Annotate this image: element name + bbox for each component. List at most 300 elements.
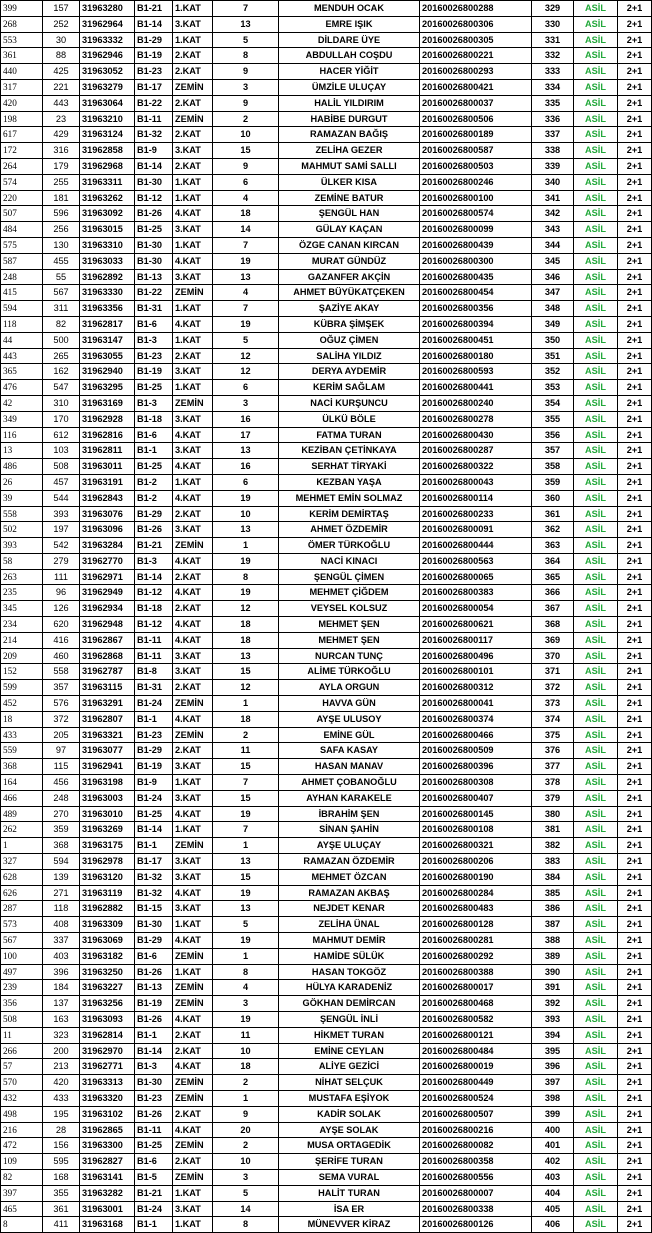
block-cell: B1-29	[135, 506, 173, 522]
reference-number-cell: 20160026800374	[420, 711, 532, 727]
reference-number-cell: 20160026800117	[420, 632, 532, 648]
full-name-cell: EMRE IŞIK	[279, 16, 420, 32]
unit-number-cell: 10	[213, 506, 279, 522]
unit-number-cell: 1	[213, 696, 279, 712]
room-type-cell: 2+1	[618, 380, 652, 396]
status-cell: ASİL	[574, 933, 618, 949]
unit-number-cell: 18	[213, 632, 279, 648]
floor-cell: 3.KAT	[173, 901, 213, 917]
application-number-cell: 31963015	[80, 222, 135, 238]
full-name-cell: SEMA VURAL	[279, 1169, 420, 1185]
unit-number-cell: 5	[213, 1185, 279, 1201]
reference-number-cell: 20160026800308	[420, 775, 532, 791]
unit-number-cell: 10	[213, 1043, 279, 1059]
reference-number-cell: 20160026800017	[420, 980, 532, 996]
room-type-cell: 2+1	[618, 933, 652, 949]
application-number-cell: 31963256	[80, 996, 135, 1012]
table-row	[1, 933, 652, 949]
unit-number-cell: 18	[213, 1059, 279, 1075]
block-cell: B1-11	[135, 632, 173, 648]
full-name-cell: ALİYE GEZİCİ	[279, 1059, 420, 1075]
row-number-cell: 13	[1, 443, 43, 459]
reference-number-cell: 20160026800284	[420, 885, 532, 901]
draw-order-cell: 385	[532, 885, 574, 901]
room-type-cell: 2+1	[618, 206, 652, 222]
full-name-cell: SERHAT TİRYAKİ	[279, 459, 420, 475]
block-cell: B1-31	[135, 301, 173, 317]
row-number-cell: 39	[1, 490, 43, 506]
block-cell: B1-11	[135, 111, 173, 127]
block-cell: B1-17	[135, 854, 173, 870]
sequence-number-cell: 576	[43, 696, 80, 712]
reference-number-cell: 20160026800054	[420, 601, 532, 617]
full-name-cell: ÖZGE CANAN KIRCAN	[279, 237, 420, 253]
floor-cell: 1.KAT	[173, 237, 213, 253]
application-number-cell: 31963077	[80, 743, 135, 759]
draw-order-cell: 368	[532, 617, 574, 633]
room-type-cell: 2+1	[618, 1, 652, 17]
reference-number-cell: 20160026800421	[420, 79, 532, 95]
application-number-cell: 31963003	[80, 790, 135, 806]
unit-number-cell: 19	[213, 253, 279, 269]
floor-cell: 3.KAT	[173, 222, 213, 238]
application-number-cell: 31963310	[80, 237, 135, 253]
draw-order-cell: 375	[532, 727, 574, 743]
floor-cell: ZEMİN	[173, 727, 213, 743]
room-type-cell: 2+1	[618, 822, 652, 838]
draw-order-cell: 336	[532, 111, 574, 127]
draw-order-cell: 382	[532, 838, 574, 854]
room-type-cell: 2+1	[618, 553, 652, 569]
reference-number-cell: 20160026800441	[420, 380, 532, 396]
sequence-number-cell: 130	[43, 237, 80, 253]
floor-cell: 1.KAT	[173, 775, 213, 791]
draw-order-cell: 353	[532, 380, 574, 396]
row-number-cell: 432	[1, 1090, 43, 1106]
unit-number-cell: 7	[213, 822, 279, 838]
sequence-number-cell: 508	[43, 459, 80, 475]
reference-number-cell: 20160026800322	[420, 459, 532, 475]
room-type-cell: 2+1	[618, 395, 652, 411]
application-number-cell: 31962868	[80, 648, 135, 664]
draw-order-cell: 332	[532, 48, 574, 64]
sequence-number-cell: 156	[43, 1138, 80, 1154]
application-number-cell: 31962811	[80, 443, 135, 459]
sequence-number-cell: 205	[43, 727, 80, 743]
unit-number-cell: 11	[213, 743, 279, 759]
table-row	[1, 269, 652, 285]
draw-order-cell: 342	[532, 206, 574, 222]
full-name-cell: FATMA TURAN	[279, 427, 420, 443]
application-number-cell: 31962892	[80, 269, 135, 285]
block-cell: B1-9	[135, 775, 173, 791]
row-number-cell: 466	[1, 790, 43, 806]
row-number-cell: 317	[1, 79, 43, 95]
reference-number-cell: 20160026800246	[420, 174, 532, 190]
room-type-cell: 2+1	[618, 1185, 652, 1201]
application-number-cell: 31963102	[80, 1106, 135, 1122]
status-cell: ASİL	[574, 506, 618, 522]
full-name-cell: ŞENGÜL ÇİMEN	[279, 569, 420, 585]
row-number-cell: 209	[1, 648, 43, 664]
draw-order-cell: 378	[532, 775, 574, 791]
application-number-cell: 31962843	[80, 490, 135, 506]
unit-number-cell: 3	[213, 996, 279, 1012]
sequence-number-cell: 594	[43, 854, 80, 870]
table-row	[1, 759, 652, 775]
sequence-number-cell: 179	[43, 158, 80, 174]
full-name-cell: MEHMET ŞEN	[279, 632, 420, 648]
table-row	[1, 237, 652, 253]
room-type-cell: 2+1	[618, 143, 652, 159]
floor-cell: 2.KAT	[173, 95, 213, 111]
application-number-cell: 31962968	[80, 158, 135, 174]
full-name-cell: MENDUH OCAK	[279, 1, 420, 17]
floor-cell: 2.KAT	[173, 506, 213, 522]
floor-cell: 4.KAT	[173, 253, 213, 269]
floor-cell: 2.KAT	[173, 743, 213, 759]
floor-cell: 2.KAT	[173, 569, 213, 585]
unit-number-cell: 9	[213, 158, 279, 174]
draw-order-cell: 352	[532, 364, 574, 380]
status-cell: ASİL	[574, 996, 618, 1012]
sequence-number-cell: 396	[43, 964, 80, 980]
status-cell: ASİL	[574, 332, 618, 348]
sequence-number-cell: 30	[43, 32, 80, 48]
row-number-cell: 239	[1, 980, 43, 996]
table-row	[1, 206, 652, 222]
application-number-cell: 31962814	[80, 1027, 135, 1043]
draw-order-cell: 383	[532, 854, 574, 870]
table-row	[1, 443, 652, 459]
row-number-cell: 214	[1, 632, 43, 648]
draw-order-cell: 347	[532, 285, 574, 301]
row-number-cell: 18	[1, 711, 43, 727]
unit-number-cell: 13	[213, 269, 279, 285]
table-row	[1, 664, 652, 680]
status-cell: ASİL	[574, 79, 618, 95]
row-number-cell: 553	[1, 32, 43, 48]
application-number-cell: 31963011	[80, 459, 135, 475]
reference-number-cell: 20160026800019	[420, 1059, 532, 1075]
block-cell: B1-6	[135, 948, 173, 964]
status-cell: ASİL	[574, 443, 618, 459]
sequence-number-cell: 255	[43, 174, 80, 190]
reference-number-cell: 20160026800216	[420, 1122, 532, 1138]
room-type-cell: 2+1	[618, 711, 652, 727]
room-type-cell: 2+1	[618, 727, 652, 743]
status-cell: ASİL	[574, 869, 618, 885]
floor-cell: 1.KAT	[173, 32, 213, 48]
row-number-cell: 575	[1, 237, 43, 253]
application-number-cell: 31962949	[80, 585, 135, 601]
status-cell: ASİL	[574, 174, 618, 190]
room-type-cell: 2+1	[618, 111, 652, 127]
room-type-cell: 2+1	[618, 79, 652, 95]
room-type-cell: 2+1	[618, 48, 652, 64]
full-name-cell: HÜLYA KARADENİZ	[279, 980, 420, 996]
row-number-cell: 365	[1, 364, 43, 380]
room-type-cell: 2+1	[618, 838, 652, 854]
full-name-cell: RAMAZAN ÖZDEMİR	[279, 854, 420, 870]
reference-number-cell: 20160026800338	[420, 1201, 532, 1217]
application-number-cell: 31963010	[80, 806, 135, 822]
draw-order-cell: 346	[532, 269, 574, 285]
table-row	[1, 648, 652, 664]
full-name-cell: SALİHA YILDIZ	[279, 348, 420, 364]
table-row	[1, 632, 652, 648]
room-type-cell: 2+1	[618, 759, 652, 775]
table-row	[1, 364, 652, 380]
reference-number-cell: 20160026800449	[420, 1075, 532, 1091]
full-name-cell: KEZBAN YAŞA	[279, 474, 420, 490]
unit-number-cell: 18	[213, 206, 279, 222]
draw-order-cell: 377	[532, 759, 574, 775]
floor-cell: 3.KAT	[173, 364, 213, 380]
table-row	[1, 222, 652, 238]
draw-order-cell: 330	[532, 16, 574, 32]
draw-order-cell: 371	[532, 664, 574, 680]
block-cell: B1-8	[135, 664, 173, 680]
sequence-number-cell: 82	[43, 316, 80, 332]
table-row	[1, 996, 652, 1012]
floor-cell: 3.KAT	[173, 269, 213, 285]
reference-number-cell: 20160026800439	[420, 237, 532, 253]
reference-number-cell: 20160026800556	[420, 1169, 532, 1185]
application-number-cell: 31963356	[80, 301, 135, 317]
row-number-cell: 263	[1, 569, 43, 585]
block-cell: B1-29	[135, 933, 173, 949]
unit-number-cell: 5	[213, 332, 279, 348]
status-cell: ASİL	[574, 759, 618, 775]
floor-cell: 2.KAT	[173, 1043, 213, 1059]
reference-number-cell: 20160026800190	[420, 869, 532, 885]
row-number-cell: 198	[1, 111, 43, 127]
draw-order-cell: 394	[532, 1027, 574, 1043]
sequence-number-cell: 372	[43, 711, 80, 727]
row-number-cell: 559	[1, 743, 43, 759]
row-number-cell: 361	[1, 48, 43, 64]
status-cell: ASİL	[574, 1027, 618, 1043]
status-cell: ASİL	[574, 158, 618, 174]
draw-order-cell: 348	[532, 301, 574, 317]
reference-number-cell: 20160026800383	[420, 585, 532, 601]
room-type-cell: 2+1	[618, 1201, 652, 1217]
row-number-cell: 508	[1, 1012, 43, 1028]
unit-number-cell: 4	[213, 190, 279, 206]
block-cell: B1-23	[135, 64, 173, 80]
reference-number-cell: 20160026800293	[420, 64, 532, 80]
table-row	[1, 411, 652, 427]
floor-cell: 4.KAT	[173, 1012, 213, 1028]
status-cell: ASİL	[574, 64, 618, 80]
room-type-cell: 2+1	[618, 648, 652, 664]
reference-number-cell: 20160026800114	[420, 490, 532, 506]
status-cell: ASİL	[574, 206, 618, 222]
application-number-cell: 31963052	[80, 64, 135, 80]
application-number-cell: 31963169	[80, 395, 135, 411]
application-number-cell: 31962946	[80, 48, 135, 64]
table-row	[1, 696, 652, 712]
draw-order-cell: 339	[532, 158, 574, 174]
table-row	[1, 1122, 652, 1138]
full-name-cell: ZEMİNE BATUR	[279, 190, 420, 206]
status-cell: ASİL	[574, 854, 618, 870]
status-cell: ASİL	[574, 1043, 618, 1059]
block-cell: B1-30	[135, 237, 173, 253]
floor-cell: 1.KAT	[173, 1, 213, 17]
application-number-cell: 31962934	[80, 601, 135, 617]
floor-cell: 2.KAT	[173, 680, 213, 696]
draw-order-cell: 392	[532, 996, 574, 1012]
floor-cell: ZEMİN	[173, 395, 213, 411]
table-row	[1, 32, 652, 48]
sequence-number-cell: 544	[43, 490, 80, 506]
status-cell: ASİL	[574, 253, 618, 269]
room-type-cell: 2+1	[618, 569, 652, 585]
floor-cell: 4.KAT	[173, 206, 213, 222]
unit-number-cell: 10	[213, 1154, 279, 1170]
unit-number-cell: 13	[213, 443, 279, 459]
block-cell: B1-23	[135, 1090, 173, 1106]
room-type-cell: 2+1	[618, 1122, 652, 1138]
status-cell: ASİL	[574, 1106, 618, 1122]
draw-order-cell: 355	[532, 411, 574, 427]
status-cell: ASİL	[574, 1138, 618, 1154]
room-type-cell: 2+1	[618, 775, 652, 791]
full-name-cell: KERİM DEMİRTAŞ	[279, 506, 420, 522]
status-cell: ASİL	[574, 964, 618, 980]
room-type-cell: 2+1	[618, 32, 652, 48]
table-row	[1, 964, 652, 980]
sequence-number-cell: 168	[43, 1169, 80, 1185]
unit-number-cell: 7	[213, 1, 279, 17]
row-number-cell: 11	[1, 1027, 43, 1043]
room-type-cell: 2+1	[618, 1059, 652, 1075]
room-type-cell: 2+1	[618, 901, 652, 917]
reference-number-cell: 20160026800435	[420, 269, 532, 285]
row-number-cell: 433	[1, 727, 43, 743]
sequence-number-cell: 103	[43, 443, 80, 459]
row-number-cell: 42	[1, 395, 43, 411]
draw-order-cell: 358	[532, 459, 574, 475]
row-number-cell: 599	[1, 680, 43, 696]
unit-number-cell: 19	[213, 553, 279, 569]
row-number-cell: 574	[1, 174, 43, 190]
reference-number-cell: 20160026800300	[420, 253, 532, 269]
row-number-cell: 420	[1, 95, 43, 111]
draw-order-cell: 405	[532, 1201, 574, 1217]
table-row	[1, 190, 652, 206]
status-cell: ASİL	[574, 1122, 618, 1138]
block-cell: B1-14	[135, 16, 173, 32]
full-name-cell: MUSA ORTAGEDİK	[279, 1138, 420, 1154]
full-name-cell: SİNAN ŞAHİN	[279, 822, 420, 838]
room-type-cell: 2+1	[618, 316, 652, 332]
unit-number-cell: 11	[213, 1027, 279, 1043]
room-type-cell: 2+1	[618, 806, 652, 822]
table-row	[1, 95, 652, 111]
reference-number-cell: 20160026800483	[420, 901, 532, 917]
application-number-cell: 31963124	[80, 127, 135, 143]
room-type-cell: 2+1	[618, 348, 652, 364]
room-type-cell: 2+1	[618, 285, 652, 301]
table-row	[1, 174, 652, 190]
reference-number-cell: 20160026800180	[420, 348, 532, 364]
reference-number-cell: 20160026800466	[420, 727, 532, 743]
application-number-cell: 31962970	[80, 1043, 135, 1059]
unit-number-cell: 7	[213, 237, 279, 253]
room-type-cell: 2+1	[618, 601, 652, 617]
draw-order-cell: 365	[532, 569, 574, 585]
block-cell: B1-3	[135, 332, 173, 348]
block-cell: B1-24	[135, 790, 173, 806]
application-number-cell: 31962964	[80, 16, 135, 32]
full-name-cell: AYŞE SOLAK	[279, 1122, 420, 1138]
status-cell: ASİL	[574, 301, 618, 317]
sequence-number-cell: 55	[43, 269, 80, 285]
status-cell: ASİL	[574, 885, 618, 901]
draw-order-cell: 402	[532, 1154, 574, 1170]
table-row	[1, 901, 652, 917]
reference-number-cell: 20160026800468	[420, 996, 532, 1012]
floor-cell: 3.KAT	[173, 143, 213, 159]
status-cell: ASİL	[574, 1090, 618, 1106]
block-cell: B1-13	[135, 980, 173, 996]
table-row	[1, 1217, 652, 1233]
full-name-cell: MEHMET ÖZCAN	[279, 869, 420, 885]
block-cell: B1-26	[135, 522, 173, 538]
table-row	[1, 601, 652, 617]
table-row	[1, 395, 652, 411]
full-name-cell: ABDULLAH COŞDU	[279, 48, 420, 64]
room-type-cell: 2+1	[618, 632, 652, 648]
room-type-cell: 2+1	[618, 917, 652, 933]
table-row	[1, 680, 652, 696]
full-name-cell: ŞENGÜL HAN	[279, 206, 420, 222]
application-number-cell: 31963033	[80, 253, 135, 269]
sequence-number-cell: 126	[43, 601, 80, 617]
room-type-cell: 2+1	[618, 506, 652, 522]
table-row	[1, 332, 652, 348]
table-row	[1, 822, 652, 838]
room-type-cell: 2+1	[618, 664, 652, 680]
sequence-number-cell: 612	[43, 427, 80, 443]
application-number-cell: 31963313	[80, 1075, 135, 1091]
row-number-cell: 489	[1, 806, 43, 822]
unit-number-cell: 13	[213, 522, 279, 538]
floor-cell: ZEMİN	[173, 111, 213, 127]
room-type-cell: 2+1	[618, 1090, 652, 1106]
unit-number-cell: 18	[213, 617, 279, 633]
block-cell: B1-30	[135, 253, 173, 269]
floor-cell: 3.KAT	[173, 522, 213, 538]
status-cell: ASİL	[574, 680, 618, 696]
reference-number-cell: 20160026800037	[420, 95, 532, 111]
sequence-number-cell: 368	[43, 838, 80, 854]
status-cell: ASİL	[574, 48, 618, 64]
full-name-cell: HALİL YILDIRIM	[279, 95, 420, 111]
unit-number-cell: 19	[213, 885, 279, 901]
room-type-cell: 2+1	[618, 1075, 652, 1091]
reference-number-cell: 20160026800145	[420, 806, 532, 822]
table-row	[1, 380, 652, 396]
application-number-cell: 31962940	[80, 364, 135, 380]
unit-number-cell: 14	[213, 1201, 279, 1217]
application-number-cell: 31962770	[80, 553, 135, 569]
table-row	[1, 1154, 652, 1170]
reference-number-cell: 20160026800503	[420, 158, 532, 174]
